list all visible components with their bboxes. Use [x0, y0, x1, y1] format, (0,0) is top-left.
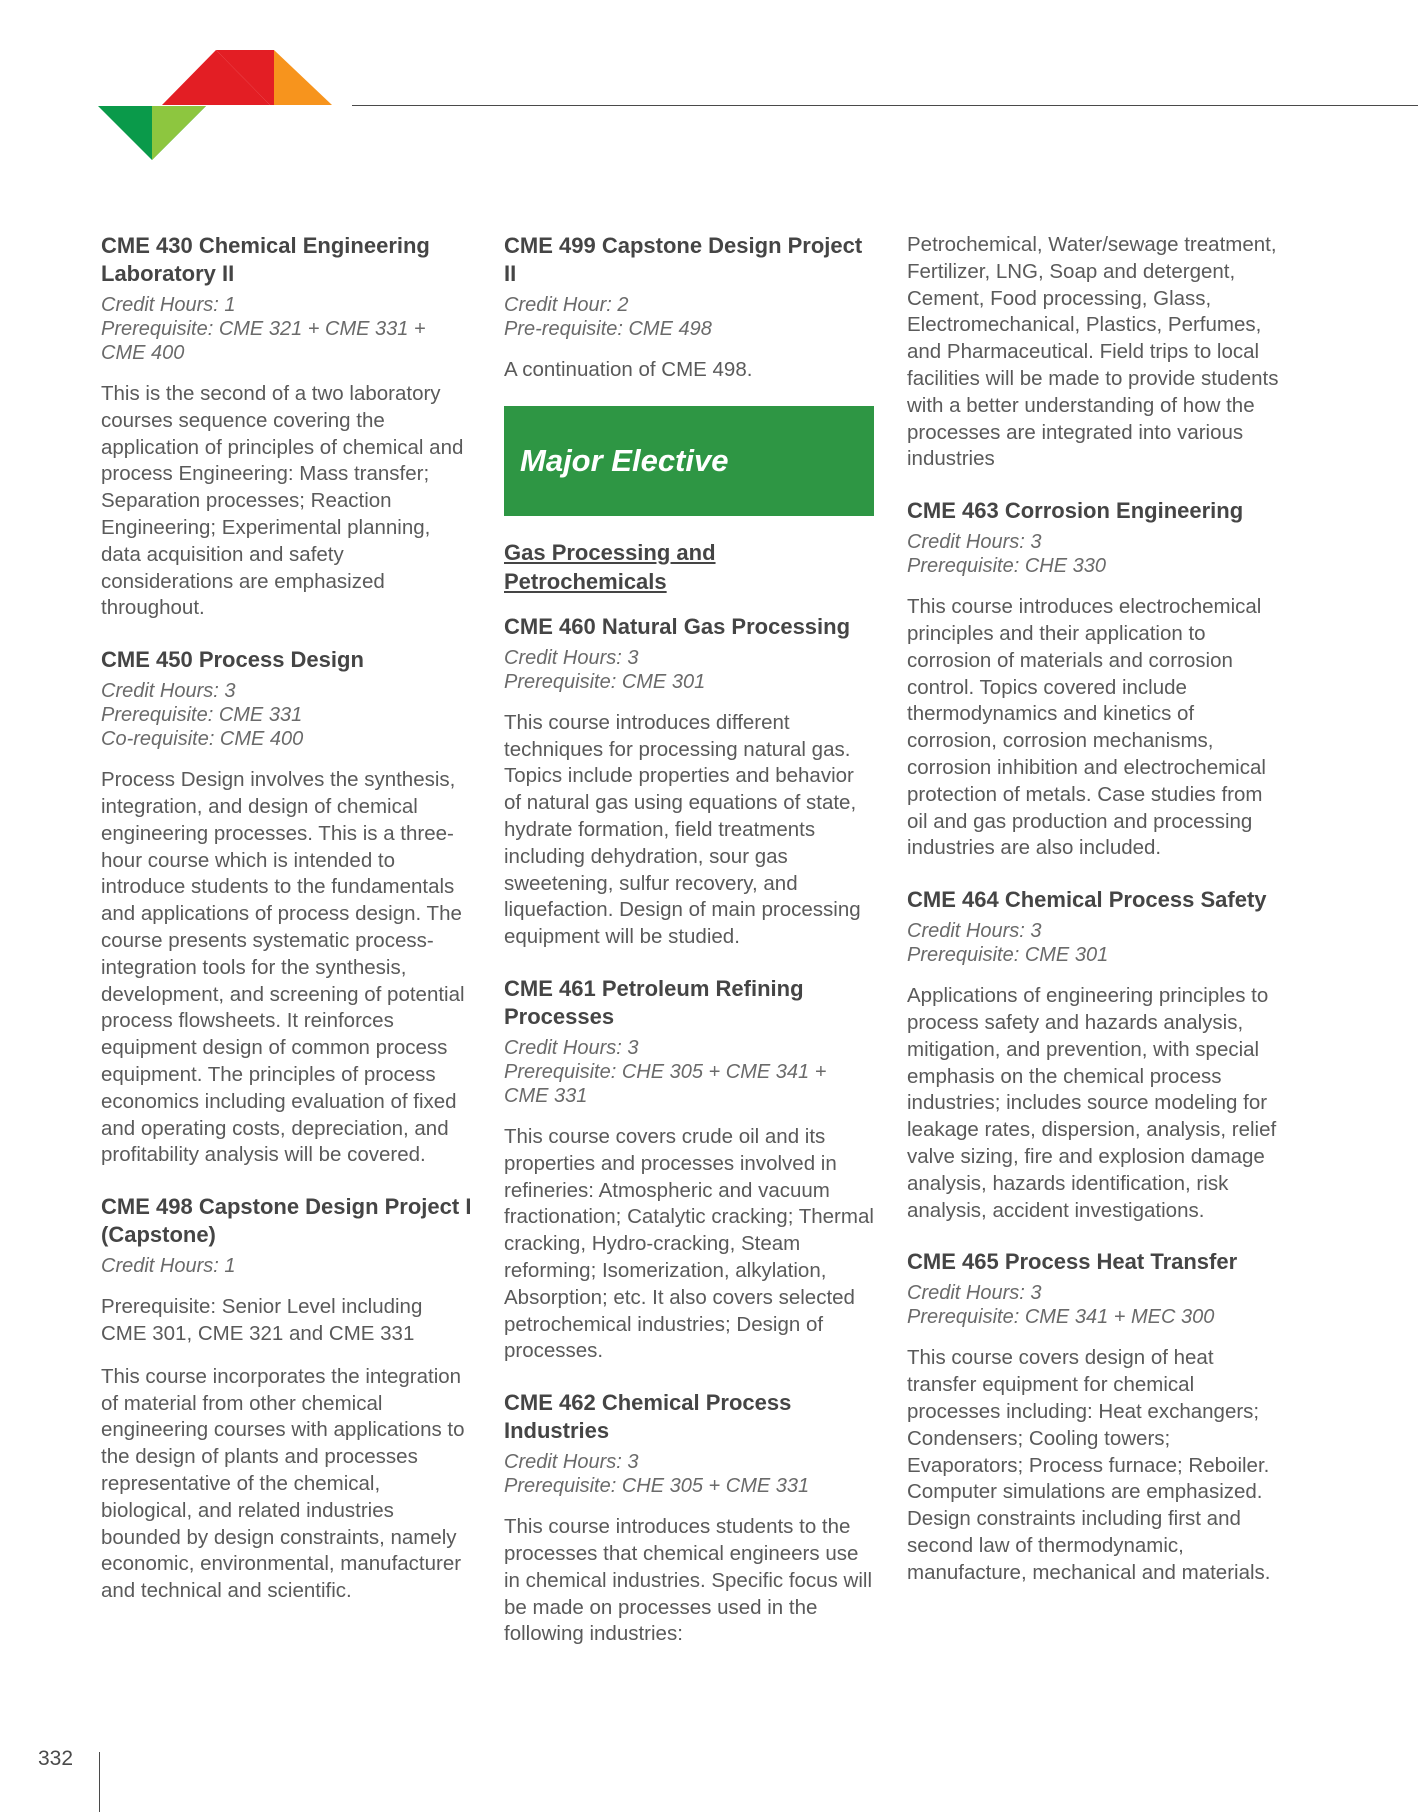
page-number: 332	[38, 1747, 74, 1770]
section-subheading: Gas Processing and Petrochemicals	[504, 539, 716, 594]
credit-hours: Credit Hours: 1	[101, 1255, 236, 1278]
course-title: CME 450 Process Design	[101, 647, 364, 673]
course-title: CME 461 Petroleum Refining Processes	[504, 975, 804, 1029]
logo-lime-triangle	[152, 106, 206, 160]
prerequisite: Prerequisite: CME 321 + CME 331 + CME 400	[101, 318, 426, 364]
course-cme-460	[504, 613, 876, 951]
prerequisite: Prerequisite: CHE 330	[907, 555, 1106, 578]
course-description: This course incorporates the integration of material from other chemical engineering courses with applications to the design of plants and processes representative of the chemical, biological, and related industries bounded by design constraints, namely economic, environmental, manufacturer and technical and scientific.	[101, 1364, 465, 1603]
credit-hours: Credit Hours: 3	[504, 1451, 639, 1474]
course-cme-450	[101, 646, 473, 1169]
credit-hours: Credit Hours: 3	[907, 920, 1042, 943]
course-description: This course covers design of heat transfer equipment for chemical processes including: Heat exchangers; Condensers; Cooling towers; Evaporators; Process furnace; Reboiler. Computer simulations are emphasized. Design constraints including first and second law of thermodynamic, manufacture, mechanical and materials.	[907, 1346, 1271, 1584]
column-1	[101, 232, 473, 1605]
course-description-continued: Petrochemical, Water/sewage treatment, Fertilizer, LNG, Soap and detergent, Cement, Food processing, Glass, Electromechanical, Plastics, Perfumes, and Pharmaceutical. Field trips to local facilities will be made to provide students with a better understanding of how the processes are integrated into various industries	[907, 233, 1279, 471]
course-description: A continuation of CME 498.	[504, 358, 753, 381]
course-description: Process Design involves the synthesis, integration, and design of chemical engineering processes. This is a three-hour course which is intended to introduce students to the fundamentals and applications of process design. The course presents systematic process-integration tools for the synthesis, development, and screening of potential process flowsheets. It reinforces equipment design of common process equipment. The principles of process economics including evaluation of fixed and operating costs, depreciation, and profitability analysis will be covered.	[101, 768, 465, 1167]
credit-hours: Credit Hours: 3	[101, 680, 236, 703]
course-title: CME 499 Capstone Design Project II	[504, 233, 863, 286]
corequisite: Co-requisite: CME 400	[101, 728, 304, 751]
course-cme-461	[504, 975, 876, 1365]
prerequisite: Prerequisite: CHE 305 + CME 331	[504, 1475, 810, 1498]
prerequisite: Prerequisite: CME 341 + MEC 300	[907, 1306, 1215, 1329]
credit-hours: Credit Hours: 3	[504, 1036, 639, 1059]
course-cme-464	[907, 886, 1287, 1224]
column-2	[504, 232, 876, 1648]
credit-hours: Credit Hours: 3	[504, 646, 639, 669]
major-elective-banner	[504, 406, 874, 516]
course-cme-430	[101, 232, 473, 622]
prerequisite: Pre-requisite: CME 498	[504, 318, 712, 340]
credit-hours: Credit Hours: 3	[907, 1282, 1042, 1305]
course-cme-499	[504, 232, 876, 384]
course-cme-463	[907, 497, 1287, 862]
course-title: CME 430 Chemical Engineering Laboratory II	[101, 233, 430, 286]
credit-hours: Credit Hour: 2	[504, 294, 629, 316]
course-cme-465	[907, 1248, 1287, 1586]
course-title: CME 464 Chemical Process Safety	[907, 887, 1267, 913]
course-description: This course covers crude oil and its properties and processes involved in refineries: Atmospheric and vacuum fractionation; Catalytic cracking; Thermal cracking, Hydro-cracking, Steam reforming; Isomerization, alkylation, Absorption; etc. It also covers selected petrochemical industries; Design of processes.	[504, 1124, 874, 1363]
course-description: This course introduces different techniques for processing natural gas. Topics include properties and behavior of natural gas using equations of state, hydrate formation, field treatments including dehydration, sour gas sweetening, sulfur recovery, and liquefaction. Design of main processing equipment will be studied.	[504, 710, 861, 949]
prerequisite: Prerequisite: CHE 305 + CME 341 + CME 331	[504, 1060, 827, 1107]
course-description: This course introduces electrochemical principles and their application to corrosion of materials and corrosion control. Topics covered include thermodynamics and kinetics of corrosion, corrosion mechanisms, corrosion inhibition and electrochemical protection of metals. Case studies from oil and gas production and processing industries are also included.	[907, 595, 1266, 860]
banner-title: Major Elective	[520, 442, 729, 478]
course-cme-462	[504, 1389, 876, 1648]
credit-hours: Credit Hours: 3	[907, 531, 1042, 554]
course-title: CME 465 Process Heat Transfer	[907, 1249, 1238, 1275]
logo-orange-triangle	[274, 50, 332, 105]
course-description: This course introduces students to the processes that chemical engineers use in chemical industries. Specific focus will be made on processes used in the following industries:	[504, 1515, 872, 1646]
course-title: CME 462 Chemical Process Industries	[504, 1390, 792, 1444]
prerequisite: Prerequisite: CME 331	[101, 704, 303, 727]
prerequisite: Prerequisite: CME 301	[504, 670, 706, 693]
course-cme-498	[101, 1193, 473, 1605]
footer-rule	[99, 1752, 100, 1812]
course-title: CME 460 Natural Gas Processing	[504, 613, 851, 639]
course-title: CME 463 Corrosion Engineering	[907, 498, 1244, 524]
credit-hours: Credit Hours: 1	[101, 294, 236, 316]
course-title: CME 498 Capstone Design Project I (Capstone)	[101, 1194, 472, 1248]
logo-triangles-icon	[98, 50, 334, 164]
prerequisite: Prerequisite: CME 301	[907, 944, 1109, 967]
prerequisite: Prerequisite: Senior Level including CME 301, CME 321 and CME 331	[101, 1295, 423, 1345]
course-description: This is the second of a two laboratory courses sequence covering the application of principles of chemical and process Engineering: Mass transfer; Separation processes; Reaction Engineering; Experimental planning, data acquisition and safety considerations are emphasized throughout.	[101, 382, 464, 620]
header-rule	[352, 105, 1418, 106]
column-3	[907, 232, 1287, 1586]
course-description: Applications of engineering principles to process safety and hazards analysis, mitigation, and prevention, with special emphasis on the chemical process industries; includes source modeling for leakage rates, dispersion, analysis, relief valve sizing, fire and explosion damage analysis, hazards identification, risk analysis, accident investigations.	[907, 984, 1277, 1222]
